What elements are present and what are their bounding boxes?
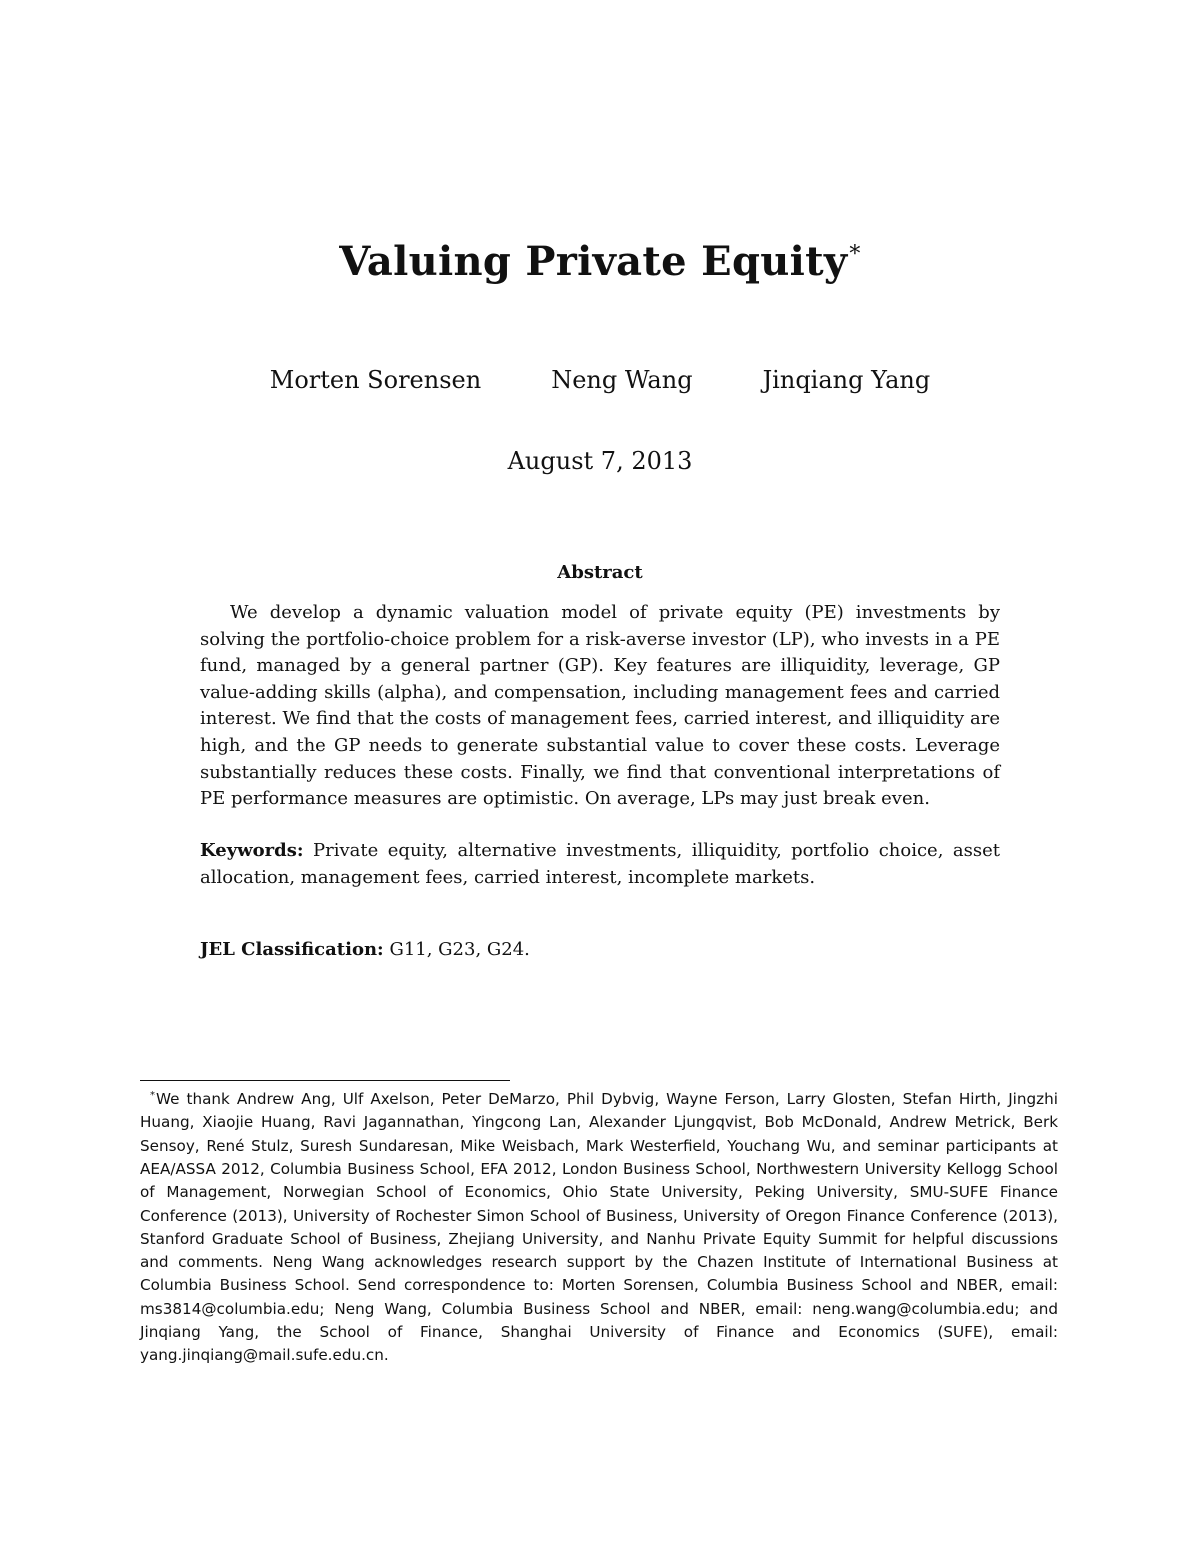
- paper-date: August 7, 2013: [507, 447, 693, 475]
- paper-title-text: Valuing Private Equity: [339, 238, 848, 285]
- title-footnote-mark: *: [849, 241, 861, 267]
- author-name: Neng Wang: [551, 366, 693, 394]
- paper-title: [0, 238, 1200, 285]
- author-name: Morten Sorensen: [269, 366, 482, 394]
- abstract-heading: Abstract: [557, 562, 643, 583]
- jel-text: G11, G23, G24.: [389, 939, 530, 960]
- keywords-text: Private equity, alternative investments, illiquidity, portfolio choice, asset allocation, management fees, carried interest, incomplete markets.: [200, 840, 1000, 888]
- abstract-body: We develop a dynamic valuation model of private equity (PE) investments by solving the portfolio-choice problem for a risk-averse investor (LP), who invests in a PE fund, managed by a general partner (GP). Key features are illiquidity, leverage, GP value-adding skills (alpha), and compensation, including management fees and carried interest. We find that the costs of management fees, carried interest, and illiquidity are high, and the GP needs to generate substantial value to cover these costs. Leverage substantially reduces these costs. Finally, we find that conventional interpretations of PE performance measures are optimistic. On average, LPs may just break even.: [200, 602, 1000, 810]
- keywords-label: Keywords:: [200, 840, 304, 861]
- footnote: [140, 1084, 1058, 1368]
- keywords-paragraph: [200, 838, 1000, 891]
- jel-paragraph: [200, 937, 1000, 964]
- jel-label: JEL Classification:: [200, 939, 384, 960]
- footnote-mark: *: [150, 1090, 155, 1101]
- author-name: Jinqiang Yang: [762, 366, 931, 394]
- footnote-text: We thank Andrew Ang, Ulf Axelson, Peter DeMarzo, Phil Dybvig, Wayne Ferson, Larry Glosten, Stefan Hirth, Jingzhi Huang, Xiaojie Huang, Ravi Jagannathan, Yingcong Lan, Alexander Ljungqvist, Bob McDonald, Andrew Metrick, Berk Sensoy, René Stulz, Suresh Sundaresan, Mike Weisbach, Mark Westerfield, Youchang Wu, and seminar participants at AEA/ASSA 2012, Columbia Business School, EFA 2012, London Business School, Northwestern University Kellogg School of Management, Norwegian School of Economics, Ohio State University, Peking University, SMU-SUFE Finance Conference (2013), University of Rochester Simon School of Business, University of Oregon Finance Conference (2013), Stanford Graduate School of Business, Zhejiang University, and Nanhu Private Equity Summit for helpful discussions and comments. Neng Wang acknowledges research support by the Chazen Institute of International Business at Columbia Business School. Send correspondence to: Morten Sorensen, Columbia Business School and NBER, email: ms3814@columbia.edu; Neng Wang, Columbia Business School and NBER, email: neng.wang@columbia.edu; and Jinqiang Yang, the School of Finance, Shanghai University of Finance and Economics (SUFE), email: yang.jinqiang@mail.sufe.edu.cn.: [140, 1090, 1058, 1365]
- footnote-divider: [140, 1080, 510, 1081]
- author-list: [0, 366, 1200, 394]
